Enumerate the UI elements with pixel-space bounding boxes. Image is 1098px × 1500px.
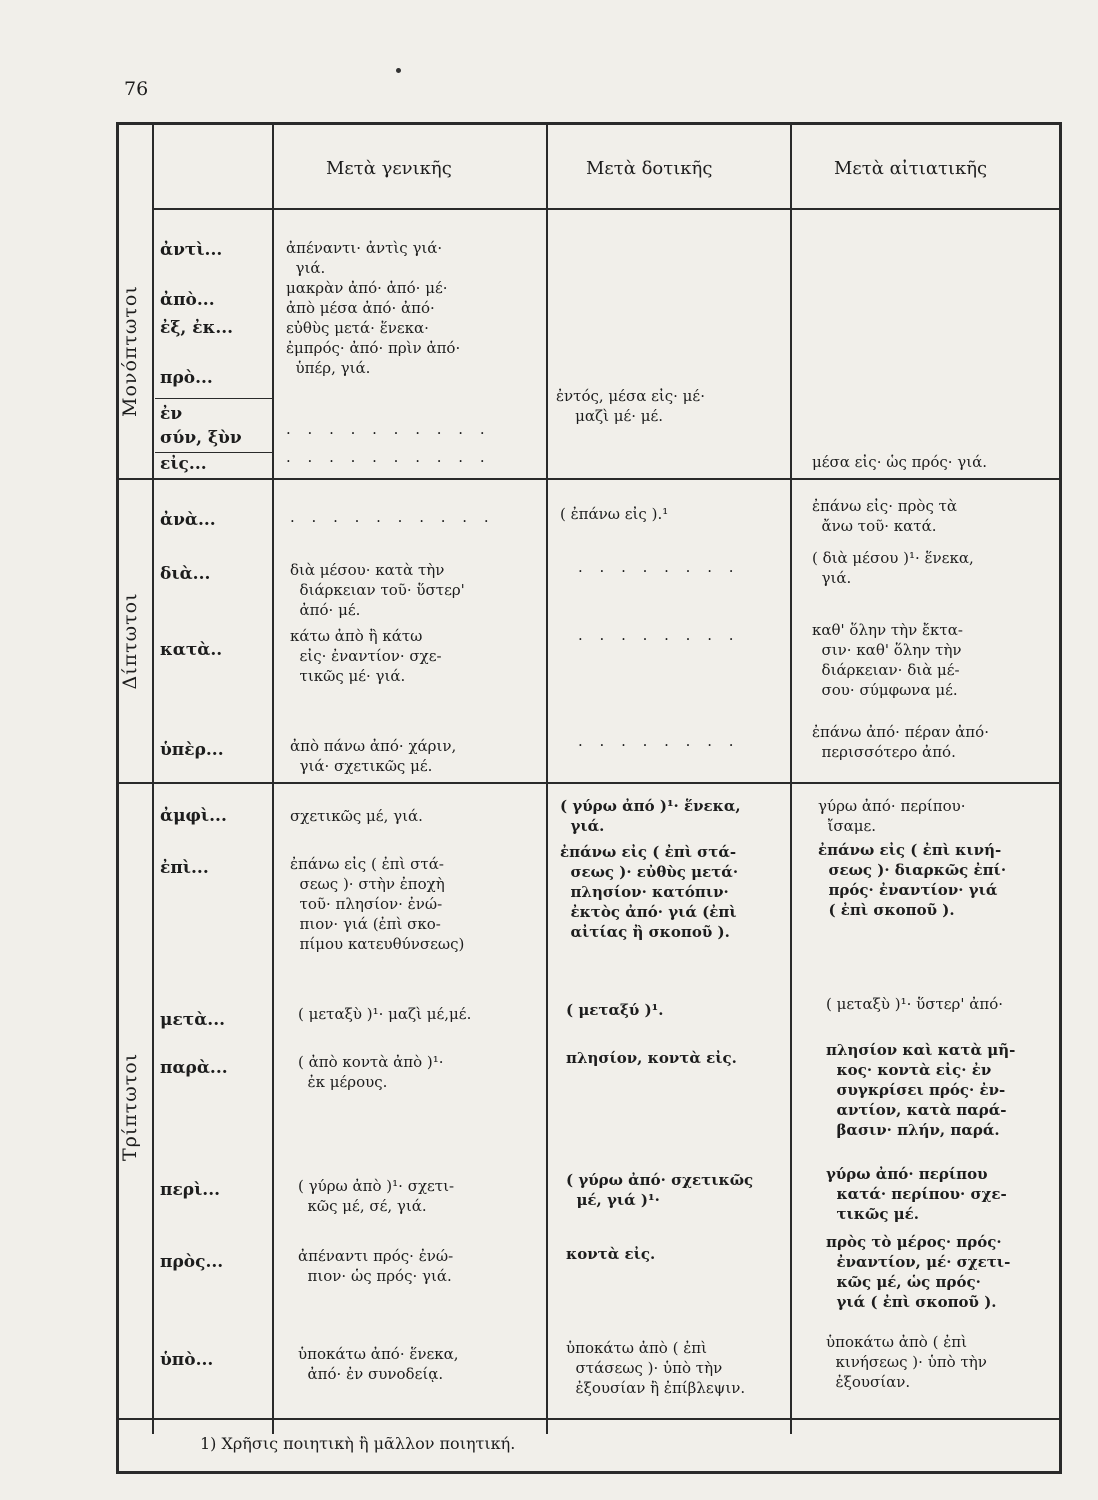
group-label-triptota: Τρίπτωτοι xyxy=(119,1052,141,1161)
cell-hyper-genitive: ἀπὸ πάνω ἀπό· χάριν, γιά· σχετικῶς μέ. xyxy=(290,737,457,775)
cell-amphi-genitive: σχετικῶς μέ, γιά. xyxy=(290,807,423,825)
cell-hypo-genitive: ὑποκάτω ἀπό· ἕνεκα, ἀπό· ἐν συνοδείᾳ. xyxy=(298,1345,459,1383)
cell-epi-genitive: ἐπάνω εἰς ( ἐπὶ στά- σεως )· στὴν ἐποχὴ τοῦ· πλησίον· ἐνώ- πιον· γιά (ἐπὶ σκο- πίμου κατευθύνσεως) xyxy=(290,855,465,953)
cell-hyper-dative: · · · · · · · · xyxy=(578,736,740,754)
cell-mono-genitive: ἀπέναντι· ἀντὶς γιά· γιά. μακρὰν ἀπό· ἀπό· μέ· ἀπὸ μέσα ἀπό· ἀπό· εὐθὺς μετά· ἕνεκα· ἐμπρός· ἀπό· πρὶν ἀπό· ὑπέρ, γιά. xyxy=(286,239,461,377)
cell-hypo-accusative: ὑποκάτω ἀπὸ ( ἐπὶ κινήσεως )· ὑπὸ τὴν ἐξουσίαν. xyxy=(826,1333,987,1391)
prep-para: παρὰ... xyxy=(160,1058,228,1078)
group-rule-2 xyxy=(116,782,1062,784)
col-rule-gen xyxy=(546,122,548,1434)
cell-kata-genitive: κάτω ἀπὸ ἢ κάτω εἰς· ἐναντίον· σχε- τικῶς μέ· γιά. xyxy=(290,627,442,685)
cell-hypo-dative: ὑποκάτω ἀπὸ ( ἐπὶ στάσεως )· ὑπὸ τὴν ἐξουσίαν ἢ ἐπίβλεψιν. xyxy=(566,1339,746,1397)
group-rule-1 xyxy=(116,478,1062,480)
cell-ana-accusative: ἐπάνω εἰς· πρὸς τὰ ἄνω τοῦ· κατά. xyxy=(812,497,958,535)
header-accusative: Μετὰ αἰτιατικῆς xyxy=(834,158,988,179)
cell-para-accusative: πλησίον καὶ κατὰ μῆ- κος· κοντὰ εἰς· ἐν συγκρίσει πρός· ἐν- αντίον, κατὰ παρά- βασιν· πλήν, παρά. xyxy=(826,1041,1016,1139)
prep-meta: μετὰ... xyxy=(160,1010,226,1030)
cell-syn-genitive: · · · · · · · · · · xyxy=(286,424,491,442)
prep-hypo: ὑπὸ... xyxy=(160,1350,214,1370)
footnote-rule xyxy=(116,1418,1062,1420)
cell-peri-dative: ( γύρω ἀπό· σχετικῶς μέ, γιά )¹· xyxy=(566,1171,754,1209)
prep-anti: ἀντὶ... xyxy=(160,240,223,260)
prep-pro: πρὸ... xyxy=(160,368,213,388)
prep-en: ἐν xyxy=(160,404,183,424)
cell-dia-accusative: ( διὰ μέσου )¹· ἕνεκα, γιά. xyxy=(812,549,974,587)
prep-amphi: ἀμφὶ... xyxy=(160,806,227,826)
cell-ana-genitive: · · · · · · · · · · xyxy=(290,512,495,530)
header-dative: Μετὰ δοτικῆς xyxy=(586,158,713,179)
syn-short-rule xyxy=(155,452,272,453)
col-rule-dat xyxy=(790,122,792,1434)
cell-hyper-accusative: ἐπάνω ἀπό· πέραν ἀπό· περισσότερο ἀπό. xyxy=(812,723,989,761)
cell-epi-dative: ἐπάνω εἰς ( ἐπὶ στά- σεως )· εὐθὺς μετά· πλησίον· κατόπιν· ἐκτὸς ἀπό· γιά (ἐπὶ αἰτίας ἢ σκοποῦ ). xyxy=(560,843,739,941)
speck xyxy=(396,68,401,73)
cell-amphi-accusative: γύρω ἀπό· περίπου· ἴσαμε. xyxy=(818,797,966,835)
cell-peri-accusative: γύρω ἀπό· περίπου κατά· περίπου· σχε- τικῶς μέ. xyxy=(826,1165,1007,1223)
header-rule xyxy=(152,208,1060,210)
cell-pros-accusative: πρὸς τὸ μέρος· πρός· ἐναντίον, μέ· σχετι- κῶς μέ, ὡς πρός· γιά ( ἐπὶ σκοποῦ ). xyxy=(826,1233,1011,1311)
group-label-diptota: Δίπτωτοι xyxy=(119,592,141,690)
prep-pros: πρὸς... xyxy=(160,1252,224,1272)
cell-kata-dative: · · · · · · · · xyxy=(578,630,740,648)
cell-kata-accusative: καθ' ὅλην τὴν ἔκτα- σιν· καθ' ὅλην τὴν διάρκειαν· διὰ μέ- σου· σύμφωνα μέ. xyxy=(812,621,963,699)
cell-meta-accusative: ( μεταξὺ )¹· ὕστερ' ἀπό· xyxy=(826,995,1004,1013)
header-genitive: Μετὰ γενικῆς xyxy=(326,158,452,179)
cell-peri-genitive: ( γύρω ἀπὸ )¹· σχετι- κῶς μέ, σέ, γιά. xyxy=(298,1177,455,1215)
prep-ana: ἀνὰ... xyxy=(160,510,216,530)
prep-kata: κατὰ.. xyxy=(160,640,223,660)
cell-para-dative: πλησίον, κοντὰ εἰς. xyxy=(566,1049,737,1067)
prep-ex: ἐξ, ἐκ... xyxy=(160,318,234,338)
cell-epi-accusative: ἐπάνω εἰς ( ἐπὶ κινή- σεως )· διαρκῶς ἐπί· πρός· ἐναντίον· γιά ( ἐπὶ σκοποῦ ). xyxy=(818,841,1007,919)
cell-amphi-dative: ( γύρω ἀπό )¹· ἕνεκα, γιά. xyxy=(560,797,741,835)
prep-syn: σύν, ξὺν xyxy=(160,428,242,448)
cell-para-genitive: ( ἀπὸ κοντὰ ἀπὸ )¹· ἐκ μέρους. xyxy=(298,1053,444,1091)
col-rule-prep xyxy=(272,122,274,1434)
page-number: 76 xyxy=(124,78,149,100)
cell-dia-genitive: διὰ μέσου· κατὰ τὴν διάρκειαν τοῦ· ὕστερ' ἀπό· μέ. xyxy=(290,561,465,619)
prep-apo: ἀπὸ... xyxy=(160,290,215,310)
cell-eis-accusative: μέσα εἰς· ὡς πρός· γιά. xyxy=(812,453,988,471)
prep-dia: διὰ... xyxy=(160,564,211,584)
prep-peri: περὶ... xyxy=(160,1180,221,1200)
prep-eis: εἰς... xyxy=(160,454,207,474)
cell-pros-genitive: ἀπέναντι πρός· ἐνώ- πιον· ὡς πρός· γιά. xyxy=(298,1247,454,1285)
cell-ana-dative: ( ἐπάνω εἰς ).¹ xyxy=(560,505,669,523)
cell-dia-dative: · · · · · · · · xyxy=(578,562,740,580)
cell-pros-dative: κοντὰ εἰς. xyxy=(566,1245,656,1263)
cell-eis-genitive: · · · · · · · · · · xyxy=(286,452,491,470)
footnote: 1) Χρῆσις ποιητικὴ ἢ μᾶλλον ποιητική. xyxy=(200,1434,516,1453)
prep-hyper: ὑπὲρ... xyxy=(160,740,224,760)
group-label-monoptota: Μονόπτωτοι xyxy=(119,285,141,417)
en-short-rule xyxy=(155,398,272,399)
cell-meta-genitive: ( μεταξὺ )¹· μαζὶ μέ,μέ. xyxy=(298,1005,472,1023)
cell-en-dative: ἐντός, μέσα εἰς· μέ· μαζὶ μέ· μέ. xyxy=(556,387,705,425)
col-rule-group xyxy=(152,122,154,1434)
prep-epi: ἐπὶ... xyxy=(160,858,209,878)
cell-meta-dative: ( μεταξύ )¹. xyxy=(566,1001,664,1019)
